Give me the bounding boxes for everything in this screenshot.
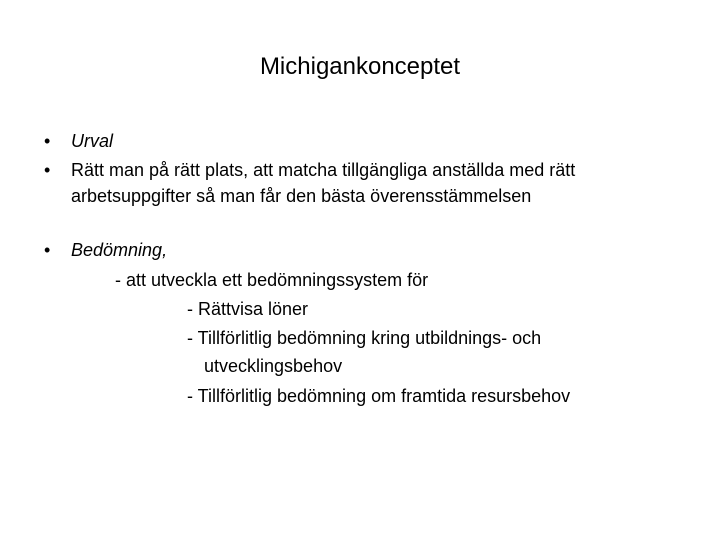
assessment-intro: - att utveckla ett bedömningssystem för [115, 270, 429, 290]
bullet-symbol: • [44, 160, 51, 180]
bullet-text-line-2: arbetsuppgifter så man får den bästa överensstämmelsen [71, 186, 532, 206]
assessment-item-training-needs-continued: utvecklingsbehov [204, 356, 343, 376]
slide-title: Michigankonceptet [259, 53, 461, 80]
bullet-text: Bedömning, [71, 240, 168, 260]
bullet-text: Urval [71, 131, 114, 151]
assessment-item-training-needs: - Tillförlitlig bedömning kring utbildnings- och [187, 328, 542, 348]
bullet-symbol: • [44, 131, 51, 151]
bullet-symbol: • [44, 240, 51, 260]
assessment-item-fair-wages: - Rättvisa löner [187, 299, 309, 319]
assessment-item-resource-needs: - Tillförlitlig bedömning om framtida resursbehov [187, 386, 571, 406]
bullet-text-line-1: Rätt man på rätt plats, att matcha tillgängliga anställda med rätt [71, 160, 576, 180]
